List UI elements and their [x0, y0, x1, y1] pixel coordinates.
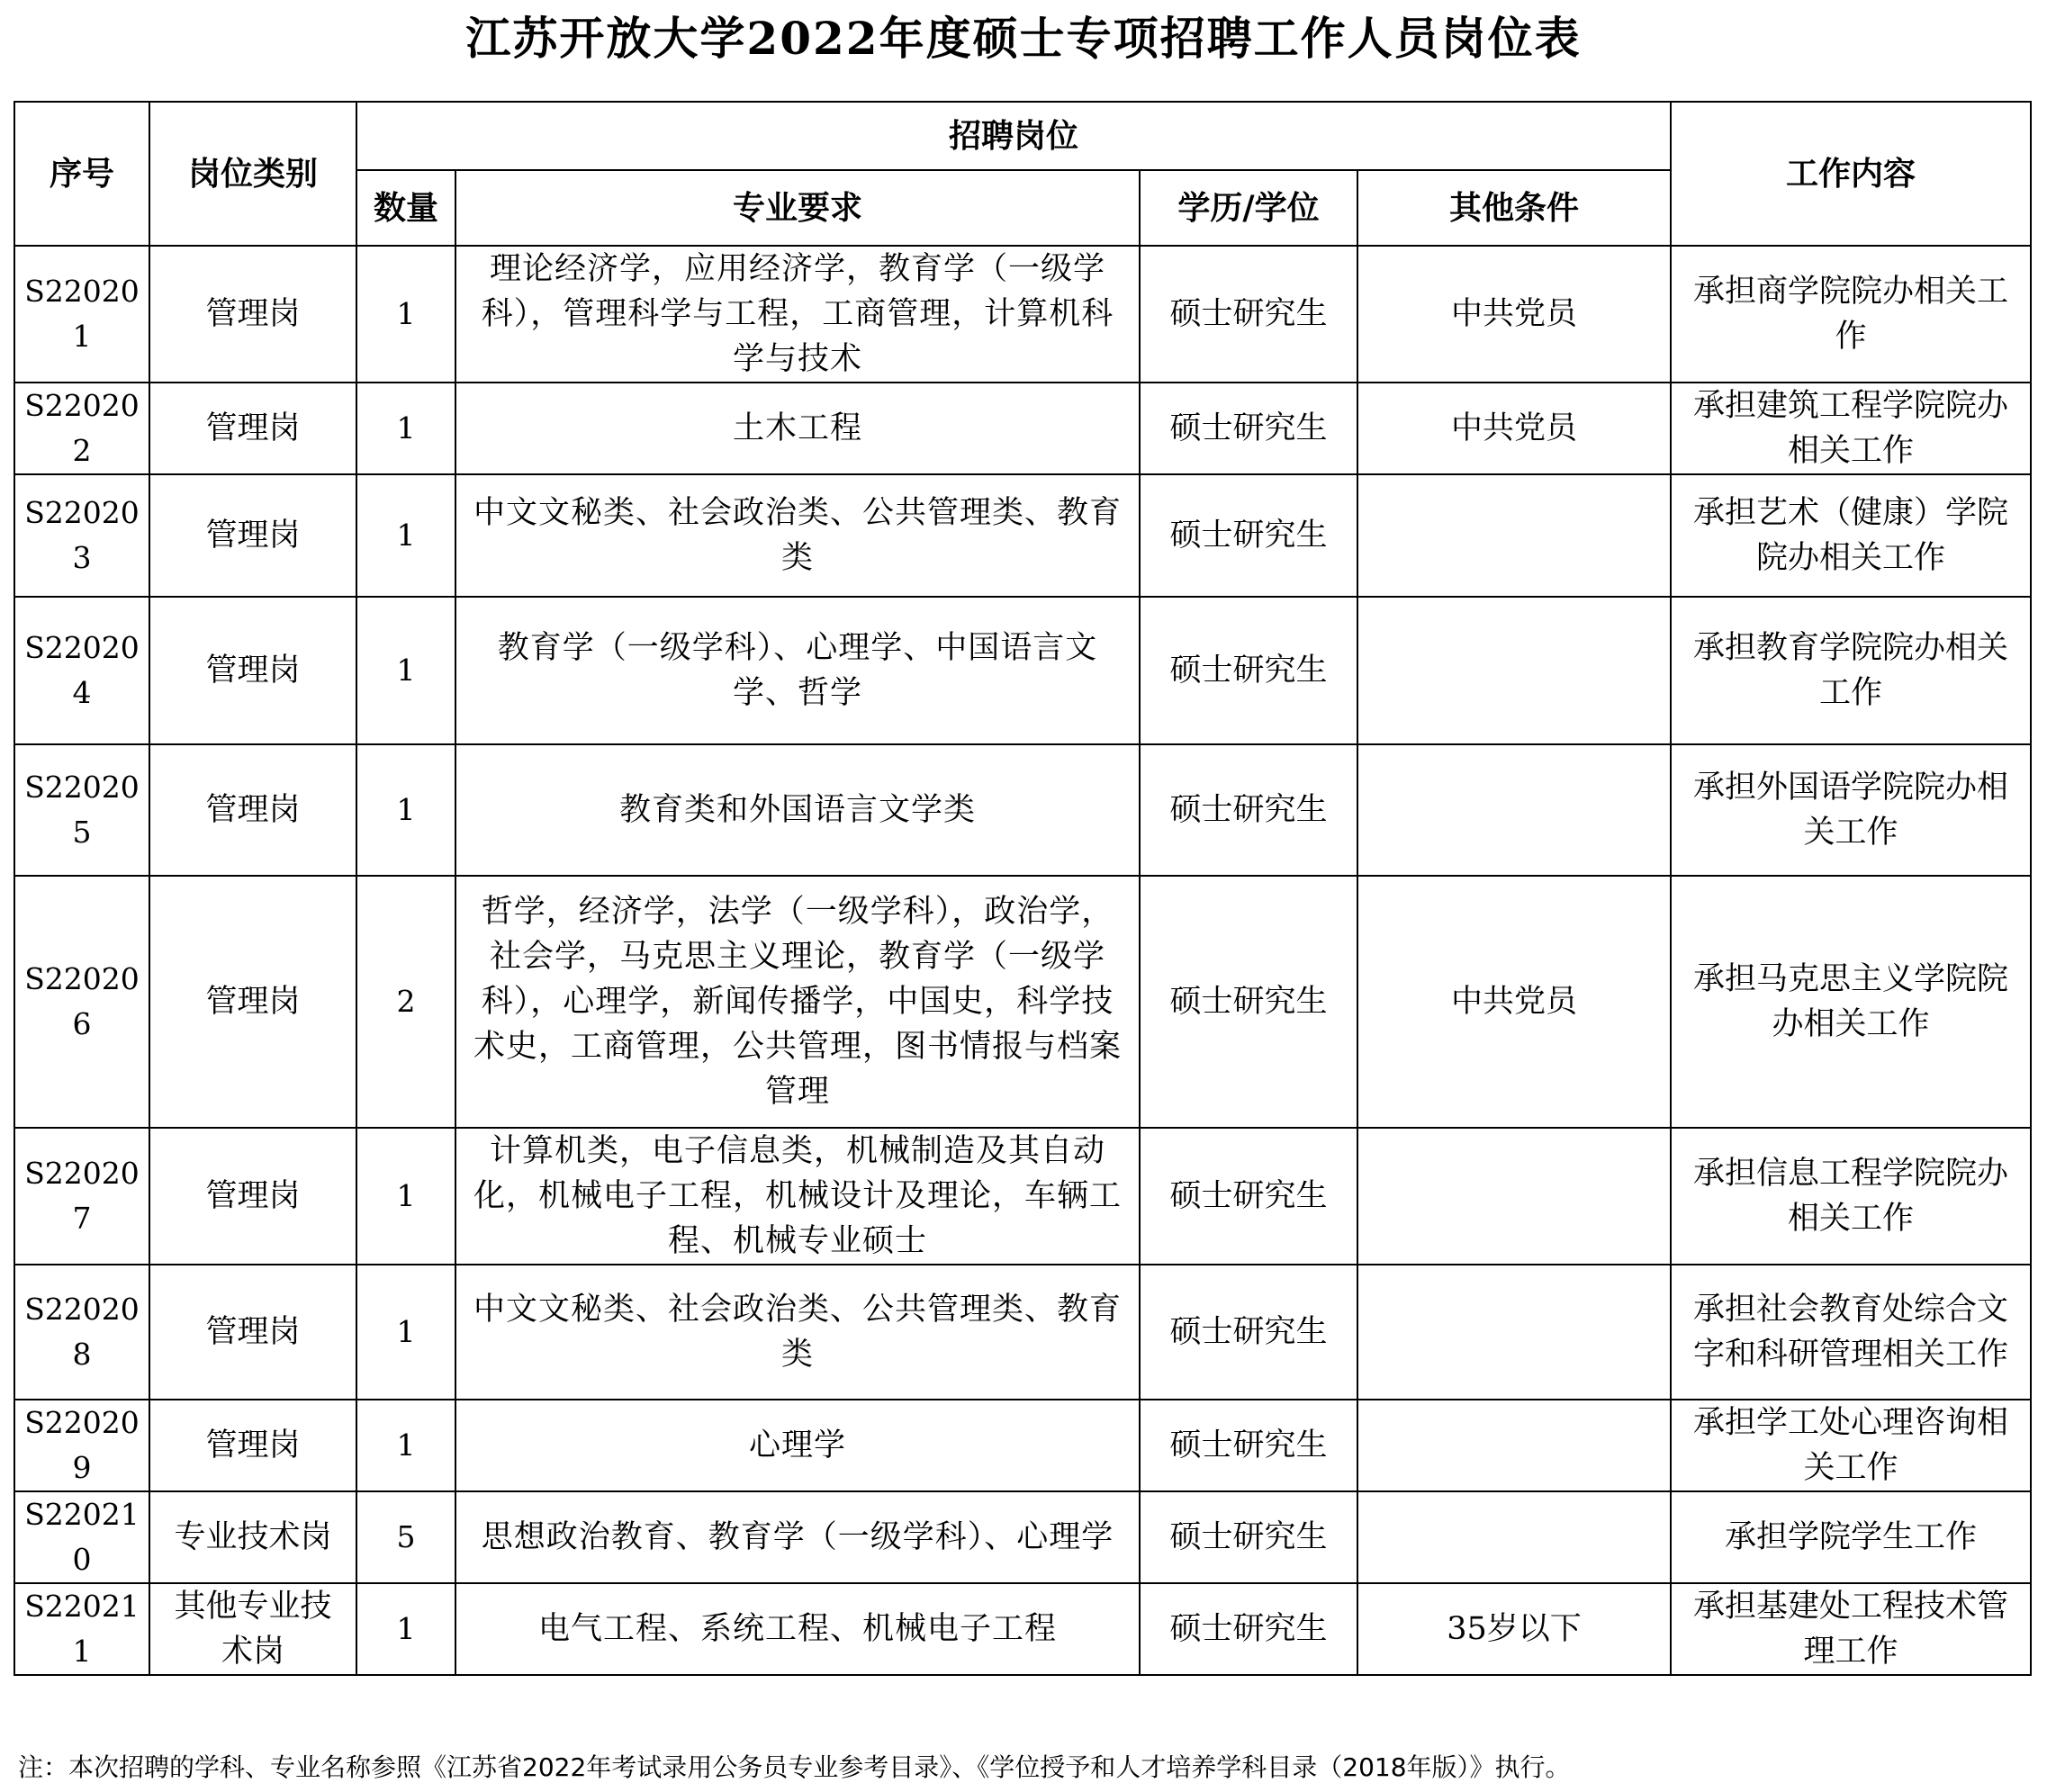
row-count: 5	[356, 1491, 455, 1583]
row-code: S220204	[14, 597, 149, 744]
row-code: S220202	[14, 383, 149, 474]
row-category: 专业技术岗	[149, 1491, 356, 1583]
table-row	[14, 1583, 2031, 1675]
table-row	[14, 474, 2031, 597]
row-code: S220211	[14, 1583, 149, 1675]
row-category: 管理岗	[149, 474, 356, 597]
row-category: 管理岗	[149, 744, 356, 876]
row-major: 哲学，经济学，法学（一级学科），政治学，社会学，马克思主义理论，教育学（一级学科），心理学，新闻传播学，中国史，科学技术史，工商管理，公共管理，图书情报与档案管理	[455, 876, 1140, 1128]
page-title: 江苏开放大学2022年度硕士专项招聘工作人员岗位表	[465, 12, 1582, 65]
row-major: 思想政治教育、教育学（一级学科）、心理学	[455, 1491, 1140, 1583]
row-duty: 承担基建处工程技术管理工作	[1671, 1583, 2031, 1675]
row-duty: 承担马克思主义学院院办相关工作	[1671, 876, 2031, 1128]
row-major: 计算机类，电子信息类，机械制造及其自动化，机械电子工程，机械设计及理论，车辆工程、机械专业硕士	[455, 1128, 1140, 1265]
table-row	[14, 1400, 2031, 1491]
row-degree: 硕士研究生	[1140, 744, 1357, 876]
row-other	[1357, 1265, 1671, 1400]
header-other: 其他条件	[1357, 170, 1671, 246]
row-other	[1357, 597, 1671, 744]
table-row	[14, 876, 2031, 1128]
row-code: S220208	[14, 1265, 149, 1400]
row-count: 1	[356, 597, 455, 744]
row-duty: 承担社会教育处综合文字和科研管理相关工作	[1671, 1265, 2031, 1400]
header-count: 数量	[356, 170, 455, 246]
row-degree: 硕士研究生	[1140, 1128, 1357, 1265]
header-major: 专业要求	[455, 170, 1140, 246]
row-code: S220201	[14, 246, 149, 383]
row-count: 1	[356, 1265, 455, 1400]
row-major: 电气工程、系统工程、机械电子工程	[455, 1583, 1140, 1675]
row-duty: 承担教育学院院办相关工作	[1671, 597, 2031, 744]
row-count: 2	[356, 876, 455, 1128]
row-duty: 承担建筑工程学院院办相关工作	[1671, 383, 2031, 474]
row-other	[1357, 1491, 1671, 1583]
row-duty: 承担信息工程学院院办相关工作	[1671, 1128, 2031, 1265]
header-category: 岗位类别	[149, 102, 356, 246]
row-degree: 硕士研究生	[1140, 246, 1357, 383]
row-other	[1357, 474, 1671, 597]
row-category: 管理岗	[149, 246, 356, 383]
row-degree: 硕士研究生	[1140, 474, 1357, 597]
row-major: 中文文秘类、社会政治类、公共管理类、教育类	[455, 1265, 1140, 1400]
positions-table	[14, 101, 2032, 1676]
row-duty: 承担学工处心理咨询相关工作	[1671, 1400, 2031, 1491]
row-degree: 硕士研究生	[1140, 1583, 1357, 1675]
table-row	[14, 1265, 2031, 1400]
row-category: 管理岗	[149, 1128, 356, 1265]
table-row	[14, 383, 2031, 474]
row-major: 教育类和外国语言文学类	[455, 744, 1140, 876]
row-degree: 硕士研究生	[1140, 1265, 1357, 1400]
row-duty: 承担外国语学院院办相关工作	[1671, 744, 2031, 876]
row-other: 中共党员	[1357, 383, 1671, 474]
row-degree: 硕士研究生	[1140, 597, 1357, 744]
row-duty: 承担学院学生工作	[1671, 1491, 2031, 1583]
row-duty: 承担艺术（健康）学院院办相关工作	[1671, 474, 2031, 597]
row-other: 35岁以下	[1357, 1583, 1671, 1675]
row-degree: 硕士研究生	[1140, 1400, 1357, 1491]
row-category: 其他专业技术岗	[149, 1583, 356, 1675]
row-degree: 硕士研究生	[1140, 876, 1357, 1128]
header-seq: 序号	[14, 102, 149, 246]
row-category: 管理岗	[149, 597, 356, 744]
row-category: 管理岗	[149, 1265, 356, 1400]
row-code: S220203	[14, 474, 149, 597]
table-row	[14, 246, 2031, 383]
row-duty: 承担商学院院办相关工作	[1671, 246, 2031, 383]
footnote: 注：本次招聘的学科、专业名称参照《江苏省2022年考试录用公务员专业参考目录》、《学位授予和人才培养学科目录（2018年版）》执行。	[18, 1752, 1571, 1782]
row-major: 心理学	[455, 1400, 1140, 1491]
row-code: S220206	[14, 876, 149, 1128]
row-other	[1357, 744, 1671, 876]
row-other: 中共党员	[1357, 876, 1671, 1128]
row-count: 1	[356, 1128, 455, 1265]
header-group: 招聘岗位	[356, 102, 1671, 170]
table-row	[14, 1128, 2031, 1265]
row-code: S220205	[14, 744, 149, 876]
row-degree: 硕士研究生	[1140, 1491, 1357, 1583]
table-row	[14, 597, 2031, 744]
row-count: 1	[356, 474, 455, 597]
row-count: 1	[356, 1583, 455, 1675]
row-category: 管理岗	[149, 383, 356, 474]
table-row	[14, 744, 2031, 876]
row-major: 土木工程	[455, 383, 1140, 474]
row-major: 中文文秘类、社会政治类、公共管理类、教育类	[455, 474, 1140, 597]
row-count: 1	[356, 383, 455, 474]
row-category: 管理岗	[149, 876, 356, 1128]
row-major: 理论经济学，应用经济学，教育学（一级学科），管理科学与工程，工商管理，计算机科学与技术	[455, 246, 1140, 383]
row-code: S220209	[14, 1400, 149, 1491]
row-other	[1357, 1128, 1671, 1265]
row-code: S220207	[14, 1128, 149, 1265]
row-other: 中共党员	[1357, 246, 1671, 383]
row-count: 1	[356, 246, 455, 383]
row-other	[1357, 1400, 1671, 1491]
row-category: 管理岗	[149, 1400, 356, 1491]
row-count: 1	[356, 744, 455, 876]
table-row	[14, 1491, 2031, 1583]
row-degree: 硕士研究生	[1140, 383, 1357, 474]
row-major: 教育学（一级学科）、心理学、中国语言文学、哲学	[455, 597, 1140, 744]
header-duty: 工作内容	[1671, 102, 2031, 246]
header-degree: 学历/学位	[1140, 170, 1357, 246]
row-code: S220210	[14, 1491, 149, 1583]
row-count: 1	[356, 1400, 455, 1491]
